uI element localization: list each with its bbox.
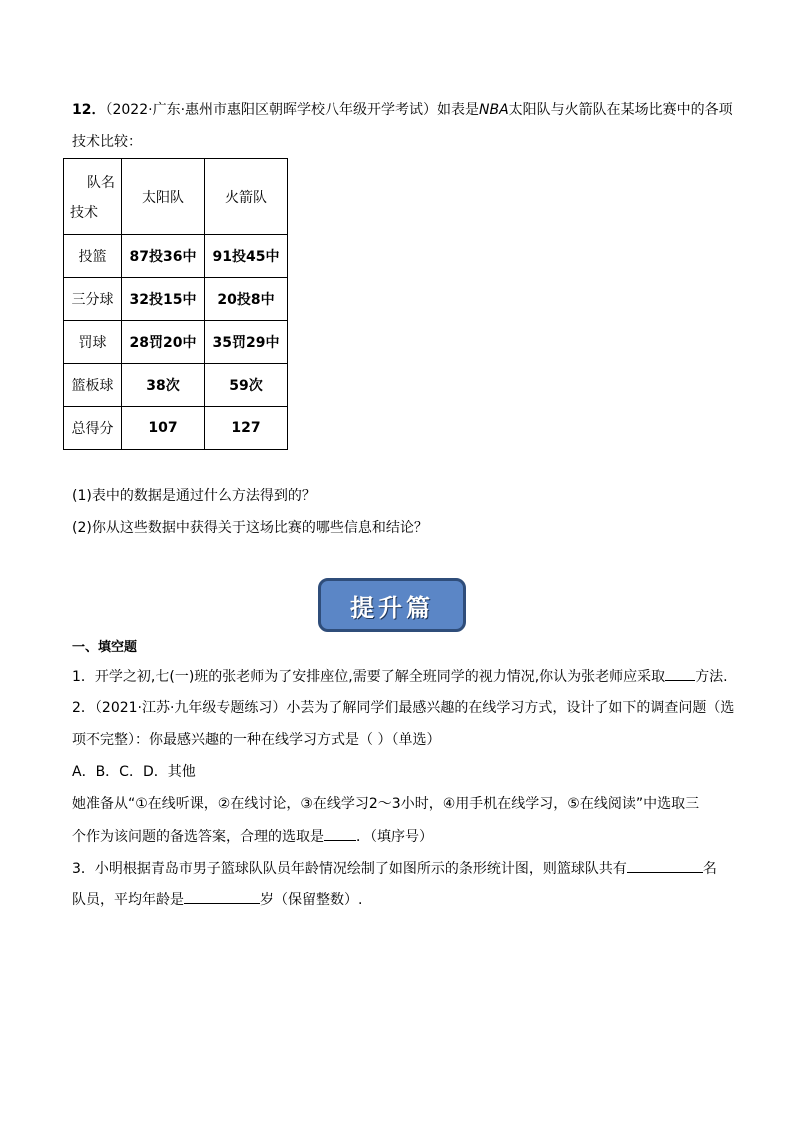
cell-team1: 107 bbox=[122, 407, 205, 450]
table-row bbox=[64, 407, 288, 450]
q12-sub1: (1)表中的数据是通过什么方法得到的？ bbox=[72, 488, 316, 504]
q3-line2 bbox=[72, 889, 362, 910]
row-label: 投篮 bbox=[64, 235, 122, 278]
q1-line bbox=[72, 666, 728, 687]
table-row bbox=[64, 321, 288, 364]
table-row bbox=[64, 278, 288, 321]
section-heading: 一、填空题 bbox=[72, 640, 138, 655]
q3-text-b: 名 bbox=[702, 861, 717, 877]
answer-blank bbox=[627, 858, 703, 873]
q1-text-b: 方法. bbox=[695, 669, 728, 685]
q2-line2: 项不完整）：你最感兴趣的一种在线学习方式是（ ）（单选） bbox=[72, 732, 441, 748]
q2-line3: A．B．C．D．其他 bbox=[72, 764, 196, 780]
q3-text-c: 队员，平均年龄是 bbox=[72, 892, 184, 908]
section-banner bbox=[318, 578, 466, 632]
row-label: 罚球 bbox=[64, 321, 122, 364]
q3-text-d: 岁（保留整数）. bbox=[260, 892, 363, 908]
q3-line1 bbox=[72, 858, 717, 879]
header-team1: 太阳队 bbox=[122, 159, 205, 235]
cell-team2: 35罚29中 bbox=[205, 321, 288, 364]
table-row bbox=[64, 235, 288, 278]
q12-nba: NBA bbox=[479, 102, 509, 118]
row-label: 总得分 bbox=[64, 407, 122, 450]
q12-line2: 技术比较： bbox=[72, 134, 142, 150]
cell-team2: 59次 bbox=[205, 364, 288, 407]
q2-text-b: ．（填序号） bbox=[356, 829, 433, 845]
row-label: 篮板球 bbox=[64, 364, 122, 407]
cell-team1: 32投15中 bbox=[122, 278, 205, 321]
stats-table bbox=[63, 158, 288, 450]
banner-title: 提升篇 bbox=[350, 592, 434, 622]
q2-line1: 2．（2021·江苏·九年级专题练习）小芸为了解同学们最感兴趣的在线学习方式，设计了如下的调查问题（选 bbox=[72, 700, 735, 716]
header-team-label: 队名 bbox=[87, 174, 115, 191]
diagonal-header-cell bbox=[64, 159, 122, 235]
header-stat-label: 技术 bbox=[70, 204, 98, 221]
q12-text-a: 如表是 bbox=[437, 102, 480, 118]
answer-blank bbox=[184, 889, 260, 904]
answer-blank bbox=[324, 826, 356, 841]
cell-team1: 38次 bbox=[122, 364, 205, 407]
q2-line4: 她准备从“①在线听课，②在线讨论，③在线学习2～3小时，④用手机在线学习，⑤在线阅读”中选取三 bbox=[72, 796, 700, 812]
q12-text-b: 太阳队与火箭队在某场比赛中的各项 bbox=[508, 102, 733, 118]
table-row bbox=[64, 364, 288, 407]
cell-team1: 87投36中 bbox=[122, 235, 205, 278]
q12-number: 12． bbox=[72, 102, 106, 118]
cell-team2: 127 bbox=[205, 407, 288, 450]
q3-text-a: 3．小明根据青岛市男子篮球队队员年龄情况绘制了如图所示的条形统计图，则篮球队共有 bbox=[72, 861, 627, 877]
q12-source: （2022·广东·惠州市惠阳区朝晖学校八年级开学考试） bbox=[105, 102, 438, 118]
answer-blank bbox=[665, 666, 695, 681]
cell-team1: 28罚20中 bbox=[122, 321, 205, 364]
q2-line5 bbox=[72, 826, 433, 847]
q12-line1 bbox=[72, 100, 733, 120]
cell-team2: 20投8中 bbox=[205, 278, 288, 321]
q2-text-a: 个作为该问题的备选答案，合理的选取是 bbox=[72, 829, 324, 845]
header-team2: 火箭队 bbox=[205, 159, 288, 235]
q12-sub2: (2)你从这些数据中获得关于这场比赛的哪些信息和结论？ bbox=[72, 520, 428, 536]
row-label: 三分球 bbox=[64, 278, 122, 321]
q1-text-a: 1．开学之初,七(一)班的张老师为了安排座位,需要了解全班同学的视力情况,你认为张老师应采取 bbox=[72, 669, 666, 685]
table-header-row bbox=[64, 159, 288, 235]
cell-team2: 91投45中 bbox=[205, 235, 288, 278]
